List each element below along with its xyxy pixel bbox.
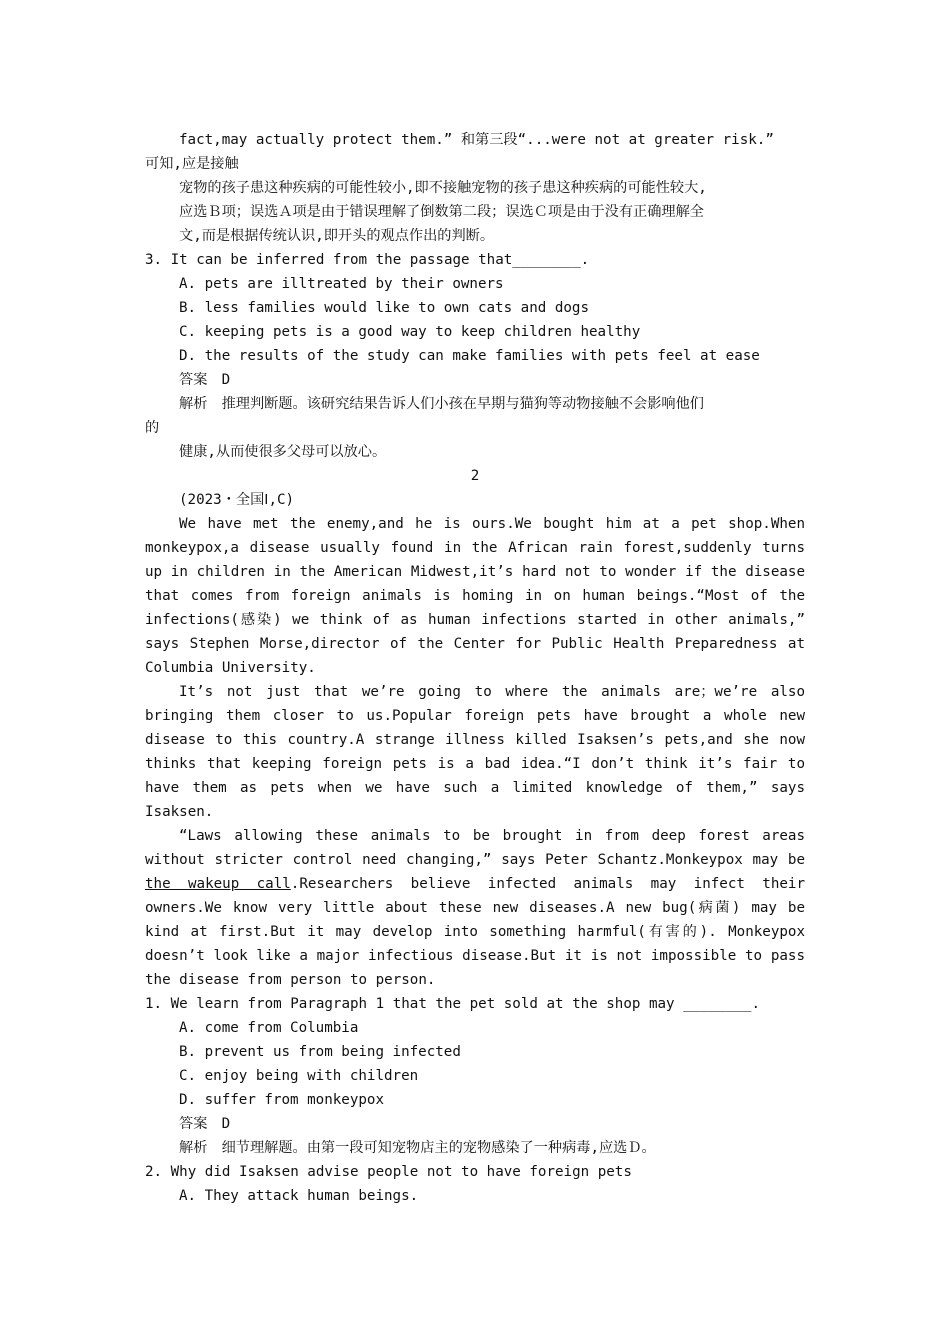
question-1-answer: 答案 D	[179, 1116, 231, 1132]
question-3-explanation-line-2: 的	[145, 420, 160, 436]
prev-explanation-line-2: 可知,应是接触	[145, 156, 239, 172]
prev-explanation-line-5: 文,而是根据传统认识,即开头的观点作出的判断。	[179, 228, 495, 244]
question-1-option-a: A. come from Columbia	[179, 1020, 359, 1036]
passage-source: (2023・全国Ⅰ,C)	[179, 492, 295, 508]
prev-explanation-line-3: 宠物的孩子患这种疾病的可能性较小,即不接触宠物的孩子患这种疾病的可能性较大,	[179, 180, 707, 196]
prev-explanation-line-4: 应选Ｂ项；误选Ａ项是由于错误理解了倒数第二段；误选Ｃ项是由于没有正确理解全	[179, 204, 704, 220]
passage-paragraph-3-part-a: “Laws allowing these animals to be brought in from deep forest areas without stricter control need changing,” says Peter Schantz.Monkeypox may be	[145, 828, 805, 868]
question-1-stem: 1. We learn from Paragraph 1 that the pet sold at the shop may ________.	[145, 996, 760, 1012]
question-3-option-d: D. the results of the study can make families with pets feel at ease	[179, 348, 760, 364]
document-body	[145, 128, 805, 1208]
question-3-option-c: C. keeping pets is a good way to keep children healthy	[179, 324, 641, 340]
passage-paragraph-3-part-b: .Researchers believe infected animals may infect their owners.We know very little about these new diseases.A new bug(病菌) may be kind at first.But it may develop into something harmful(有害的). Monkeypox doesn’t look like a major infectious disease.But it is not impossible to pass the disease from person to person.	[145, 876, 805, 988]
question-3-explanation-line-3: 健康,从而使很多父母可以放心。	[179, 444, 387, 460]
question-3-stem: 3. It can be inferred from the passage that________.	[145, 252, 590, 268]
question-1-option-b: B. prevent us from being infected	[179, 1044, 461, 1060]
question-3-option-b: B. less families would like to own cats and dogs	[179, 300, 589, 316]
question-3-explanation-line-1: 解析 推理判断题。该研究结果告诉人们小孩在早期与猫狗等动物接触不会影响他们	[179, 396, 704, 412]
passage-paragraph-1: We have met the enemy,and he is ours.We bought him at a pet shop.When monkeypox,a disease usually found in the African rain forest,suddenly turns up in children in the American Midwest,it’s hard not to wonder if the disease that comes from foreign animals is homing in on human beings.“Most of the infections(感染) we think of as human infections started in other animals,” says Stephen Morse,director of the Center for Public Health Preparedness at Columbia University.	[145, 516, 805, 676]
passage-paragraph-2: It’s not just that we’re going to where the animals are；we’re also bringing them closer to us.Popular foreign pets have brought a whole new disease to this country.A strange illness killed Isaksen’s pets,and she now thinks that keeping foreign pets is a bad idea.“I don’t think it’s fair to have them as pets when we have such a limited knowledge of them,” says Isaksen.	[145, 684, 805, 820]
question-1-explanation: 解析 细节理解题。由第一段可知宠物店主的宠物感染了一种病毒,应选Ｄ。	[179, 1140, 656, 1156]
question-3-answer: 答案 D	[179, 372, 231, 388]
question-2-stem: 2. Why did Isaksen advise people not to have foreign pets	[145, 1164, 632, 1180]
section-number: 2	[470, 468, 480, 484]
underlined-phrase: the wakeup call	[145, 876, 291, 892]
passage-paragraph-3	[145, 824, 805, 992]
prev-explanation-line-1: fact,may actually protect them.” 和第三段“...were not at greater risk.”	[179, 132, 774, 148]
question-2-option-a: A. They attack human beings.	[179, 1188, 419, 1204]
question-1-option-c: C. enjoy being with children	[179, 1068, 419, 1084]
question-1-option-d: D. suffer from monkeypox	[179, 1092, 384, 1108]
question-3-option-a: A. pets are illtreated by their owners	[179, 276, 504, 292]
